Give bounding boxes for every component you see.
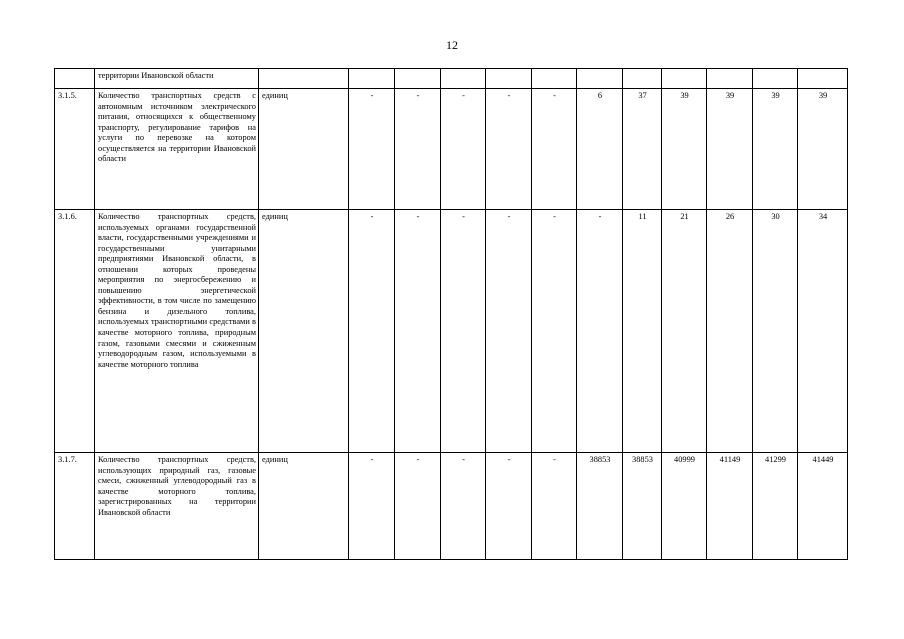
row-unit: единиц bbox=[259, 210, 349, 453]
indicators-table bbox=[54, 68, 848, 560]
value-cell: 39 bbox=[798, 89, 848, 210]
value-cell: 26 bbox=[707, 210, 753, 453]
value-cell: - bbox=[486, 89, 532, 210]
value-cell bbox=[532, 69, 577, 89]
page-number: 12 bbox=[446, 38, 458, 52]
value-cell bbox=[623, 69, 662, 89]
value-cell: 34 bbox=[798, 210, 848, 453]
row-number: 3.1.5. bbox=[55, 89, 95, 210]
value-cell: - bbox=[441, 89, 486, 210]
value-cell: 38853 bbox=[623, 453, 662, 560]
row-number: 3.1.7. bbox=[55, 453, 95, 560]
row-unit: единиц bbox=[259, 89, 349, 210]
value-cell: 21 bbox=[662, 210, 707, 453]
value-cell bbox=[707, 69, 753, 89]
value-cell bbox=[798, 69, 848, 89]
row-unit: единиц bbox=[259, 453, 349, 560]
value-cell: - bbox=[532, 210, 577, 453]
value-cell: - bbox=[395, 89, 441, 210]
value-cell: 41149 bbox=[707, 453, 753, 560]
value-cell: - bbox=[349, 453, 395, 560]
value-cell: - bbox=[532, 89, 577, 210]
row-description: Количество транспортных средств, используемых органами государственной власти, государственными учреждениями и государственными унитарными предприятиями Ивановской области, в отношении которых проведены мероприятия по энергосбережению и повышению энергетической эффективности, в том числе по замещению бензина и дизельного топлива, используемых транспортными средствами в качестве моторного топлива, природным газом, газовыми смесями и сжиженным углеводородным газом, используемыми в качестве моторного топлива bbox=[95, 210, 259, 453]
value-cell: - bbox=[395, 453, 441, 560]
table-row bbox=[55, 69, 848, 89]
row-description: Количество транспортных средств, использующих природный газ, газовые смеси, сжиженный углеводородный газ в качестве моторного топлива, зарегистрированных на территории Ивановской области bbox=[95, 453, 259, 560]
row-number: 3.1.6. bbox=[55, 210, 95, 453]
value-cell: 37 bbox=[623, 89, 662, 210]
value-cell: - bbox=[441, 453, 486, 560]
value-cell: 39 bbox=[753, 89, 798, 210]
value-cell: 30 bbox=[753, 210, 798, 453]
value-cell: - bbox=[349, 89, 395, 210]
value-cell bbox=[486, 69, 532, 89]
value-cell bbox=[662, 69, 707, 89]
value-cell bbox=[753, 69, 798, 89]
table-row bbox=[55, 89, 848, 210]
value-cell bbox=[349, 69, 395, 89]
value-cell: 6 bbox=[577, 89, 623, 210]
value-cell: 41299 bbox=[753, 453, 798, 560]
table-row bbox=[55, 453, 848, 560]
row-description: территории Ивановской области bbox=[95, 69, 259, 89]
value-cell: - bbox=[486, 453, 532, 560]
value-cell bbox=[441, 69, 486, 89]
value-cell: 40999 bbox=[662, 453, 707, 560]
table-body bbox=[55, 69, 848, 560]
row-unit bbox=[259, 69, 349, 89]
value-cell bbox=[577, 69, 623, 89]
value-cell: 39 bbox=[707, 89, 753, 210]
value-cell: - bbox=[577, 210, 623, 453]
value-cell: - bbox=[532, 453, 577, 560]
value-cell: - bbox=[349, 210, 395, 453]
value-cell: - bbox=[486, 210, 532, 453]
value-cell: - bbox=[395, 210, 441, 453]
value-cell: 11 bbox=[623, 210, 662, 453]
value-cell bbox=[395, 69, 441, 89]
value-cell: 41449 bbox=[798, 453, 848, 560]
row-description: Количество транспортных средств с автономным источником электрического питания, относящихся к общественному транспорту, регулирование тарифов на услуги по перевозке на котором осуществляется на территории Ивановской области bbox=[95, 89, 259, 210]
value-cell: 38853 bbox=[577, 453, 623, 560]
table-row bbox=[55, 210, 848, 453]
value-cell: 39 bbox=[662, 89, 707, 210]
row-number bbox=[55, 69, 95, 89]
value-cell: - bbox=[441, 210, 486, 453]
